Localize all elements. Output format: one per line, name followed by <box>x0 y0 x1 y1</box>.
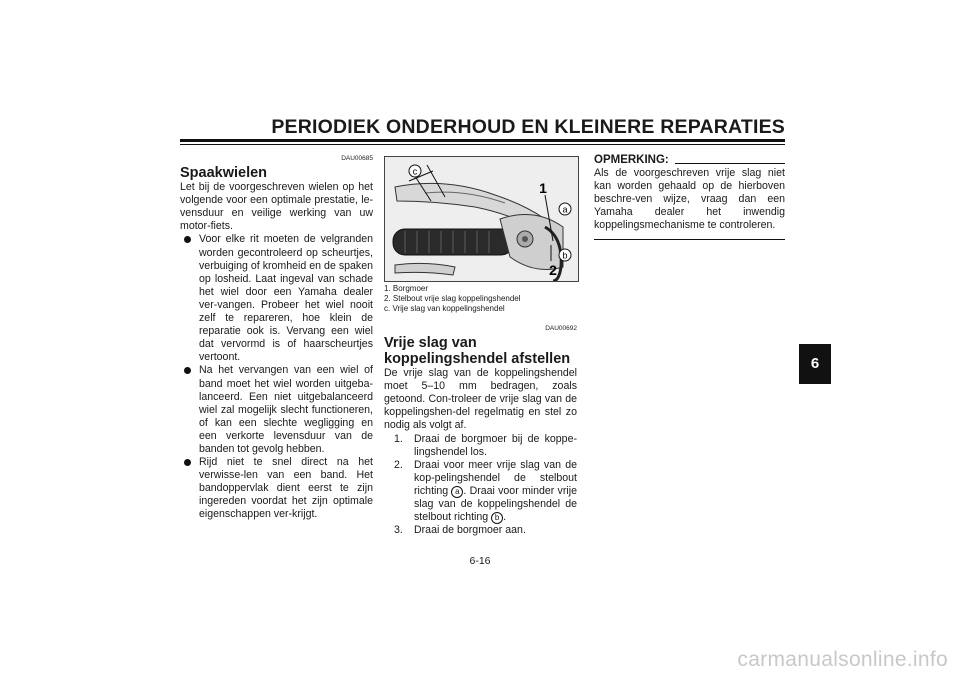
figure-label-b: b <box>562 250 568 261</box>
left-column <box>180 152 373 522</box>
bullet-icon <box>184 367 191 374</box>
step-text: . Draai voor minder vrije slag van de koppelingshendel de stelbout richting <box>414 484 577 524</box>
section-code: DAU00685 <box>341 155 373 162</box>
bullet-item <box>180 233 373 364</box>
page-header-title: PERIODIEK ONDERHOUD EN KLEINERE REPARATIES <box>271 116 785 138</box>
bullet-icon <box>184 459 191 466</box>
right-column <box>594 154 785 240</box>
direction-a-mark: a <box>451 486 463 498</box>
bullet-item <box>180 364 373 456</box>
figure-label-a: a <box>562 204 568 215</box>
step-text: Draai voor meer vrije slag van de kop-pelingshendel de stelbout richting <box>414 458 577 497</box>
note-body: Als de voorgeschreven vrije slag niet kan worden gehaald op de hierboven beschre-ven wijze, vraag dan een Yamaha dealer het inwendig koppelingsmechanisme te controleren. <box>594 167 785 232</box>
bullet-icon <box>184 236 191 243</box>
middle-column <box>384 282 577 537</box>
step-number: 2. <box>394 458 403 471</box>
step-text: Draai de borgmoer aan. <box>414 524 526 537</box>
section-code: DAU00692 <box>545 325 577 332</box>
figure-caption-1: 1. Borgmoer <box>384 284 429 293</box>
step-text: Draai de borgmoer bij de koppe-lingshendel los. <box>414 432 577 458</box>
page-number: 6-16 <box>469 555 491 567</box>
chapter-tab: 6 <box>799 344 831 384</box>
section-heading: Spaakwielen <box>180 165 268 182</box>
bullet-text: Na het vervangen van een wiel of band moet het wiel worden uitgeba-lanceerd. Een niet uitgebalanceerd wiel zal mogelijk slecht functioneren, of kan een slechte wegligging en een verkorte levensduur van de banden tot gevolg hebben. <box>199 364 373 455</box>
clutch-lever-drawing <box>385 157 578 281</box>
clutch-lever-illustration <box>384 156 579 282</box>
bullet-text: Rijd niet te snel direct na het verwisse-len van een band. Het bandoppervlak dient eerst te zijn ingereden voordat het zijn optimale eigenschappen ver-krijgt. <box>199 456 373 521</box>
section-heading: Vrije slag van koppelingshendel afstellen <box>384 335 571 368</box>
note-heading <box>594 154 785 167</box>
figure-label-1: 1 <box>539 180 547 196</box>
step-item <box>384 433 577 459</box>
step-number: 1. <box>394 432 403 445</box>
section-intro: Let bij de voorgeschreven wielen op het volgende voor een optimale prestatie, le-vensduur en veilige werking van uw motor-fiets. <box>180 181 373 233</box>
bullet-text: Voor elke rit moeten de velgranden worden gecontroleerd op scheurtjes, verbuiging of kromheid en de spaken op losheid. Laat ingeval van schade het wiel door een Yamaha dealer ver-vangen. Probeer het wiel nooit zelf te repareren, hoe klein de reparatie ook is. Vervang een wiel dat vervormd is of haarscheurtjes vertoont. <box>199 233 373 364</box>
figure-label-2: 2 <box>549 262 557 278</box>
figure-caption-2: 2. Stelbout vrije slag koppelingshendel <box>384 294 521 303</box>
note-heading-text: OPMERKING: <box>594 154 669 166</box>
direction-b-mark: b <box>491 512 503 524</box>
watermark: carmanualsonline.info <box>737 648 948 671</box>
section-intro: De vrije slag van de koppelingshendel moet 5–10 mm bedragen, zoals getoond. Con-troleer de vrije slag van de koppelingshen-del regelmatig en stel zo nodig als volgt af. <box>384 367 577 432</box>
header-rule-thin <box>180 144 785 145</box>
figure-caption-3: c. Vrije slag van koppelingshendel <box>384 304 505 313</box>
step-text: . <box>503 511 507 524</box>
step-number: 3. <box>394 524 403 537</box>
figure-label-c: c <box>412 166 418 177</box>
note-end-rule <box>594 239 785 240</box>
header-rule <box>180 139 785 142</box>
step-item <box>384 524 577 537</box>
note-heading-rule <box>675 163 785 164</box>
step-item <box>384 459 577 524</box>
bullet-item <box>180 456 373 521</box>
